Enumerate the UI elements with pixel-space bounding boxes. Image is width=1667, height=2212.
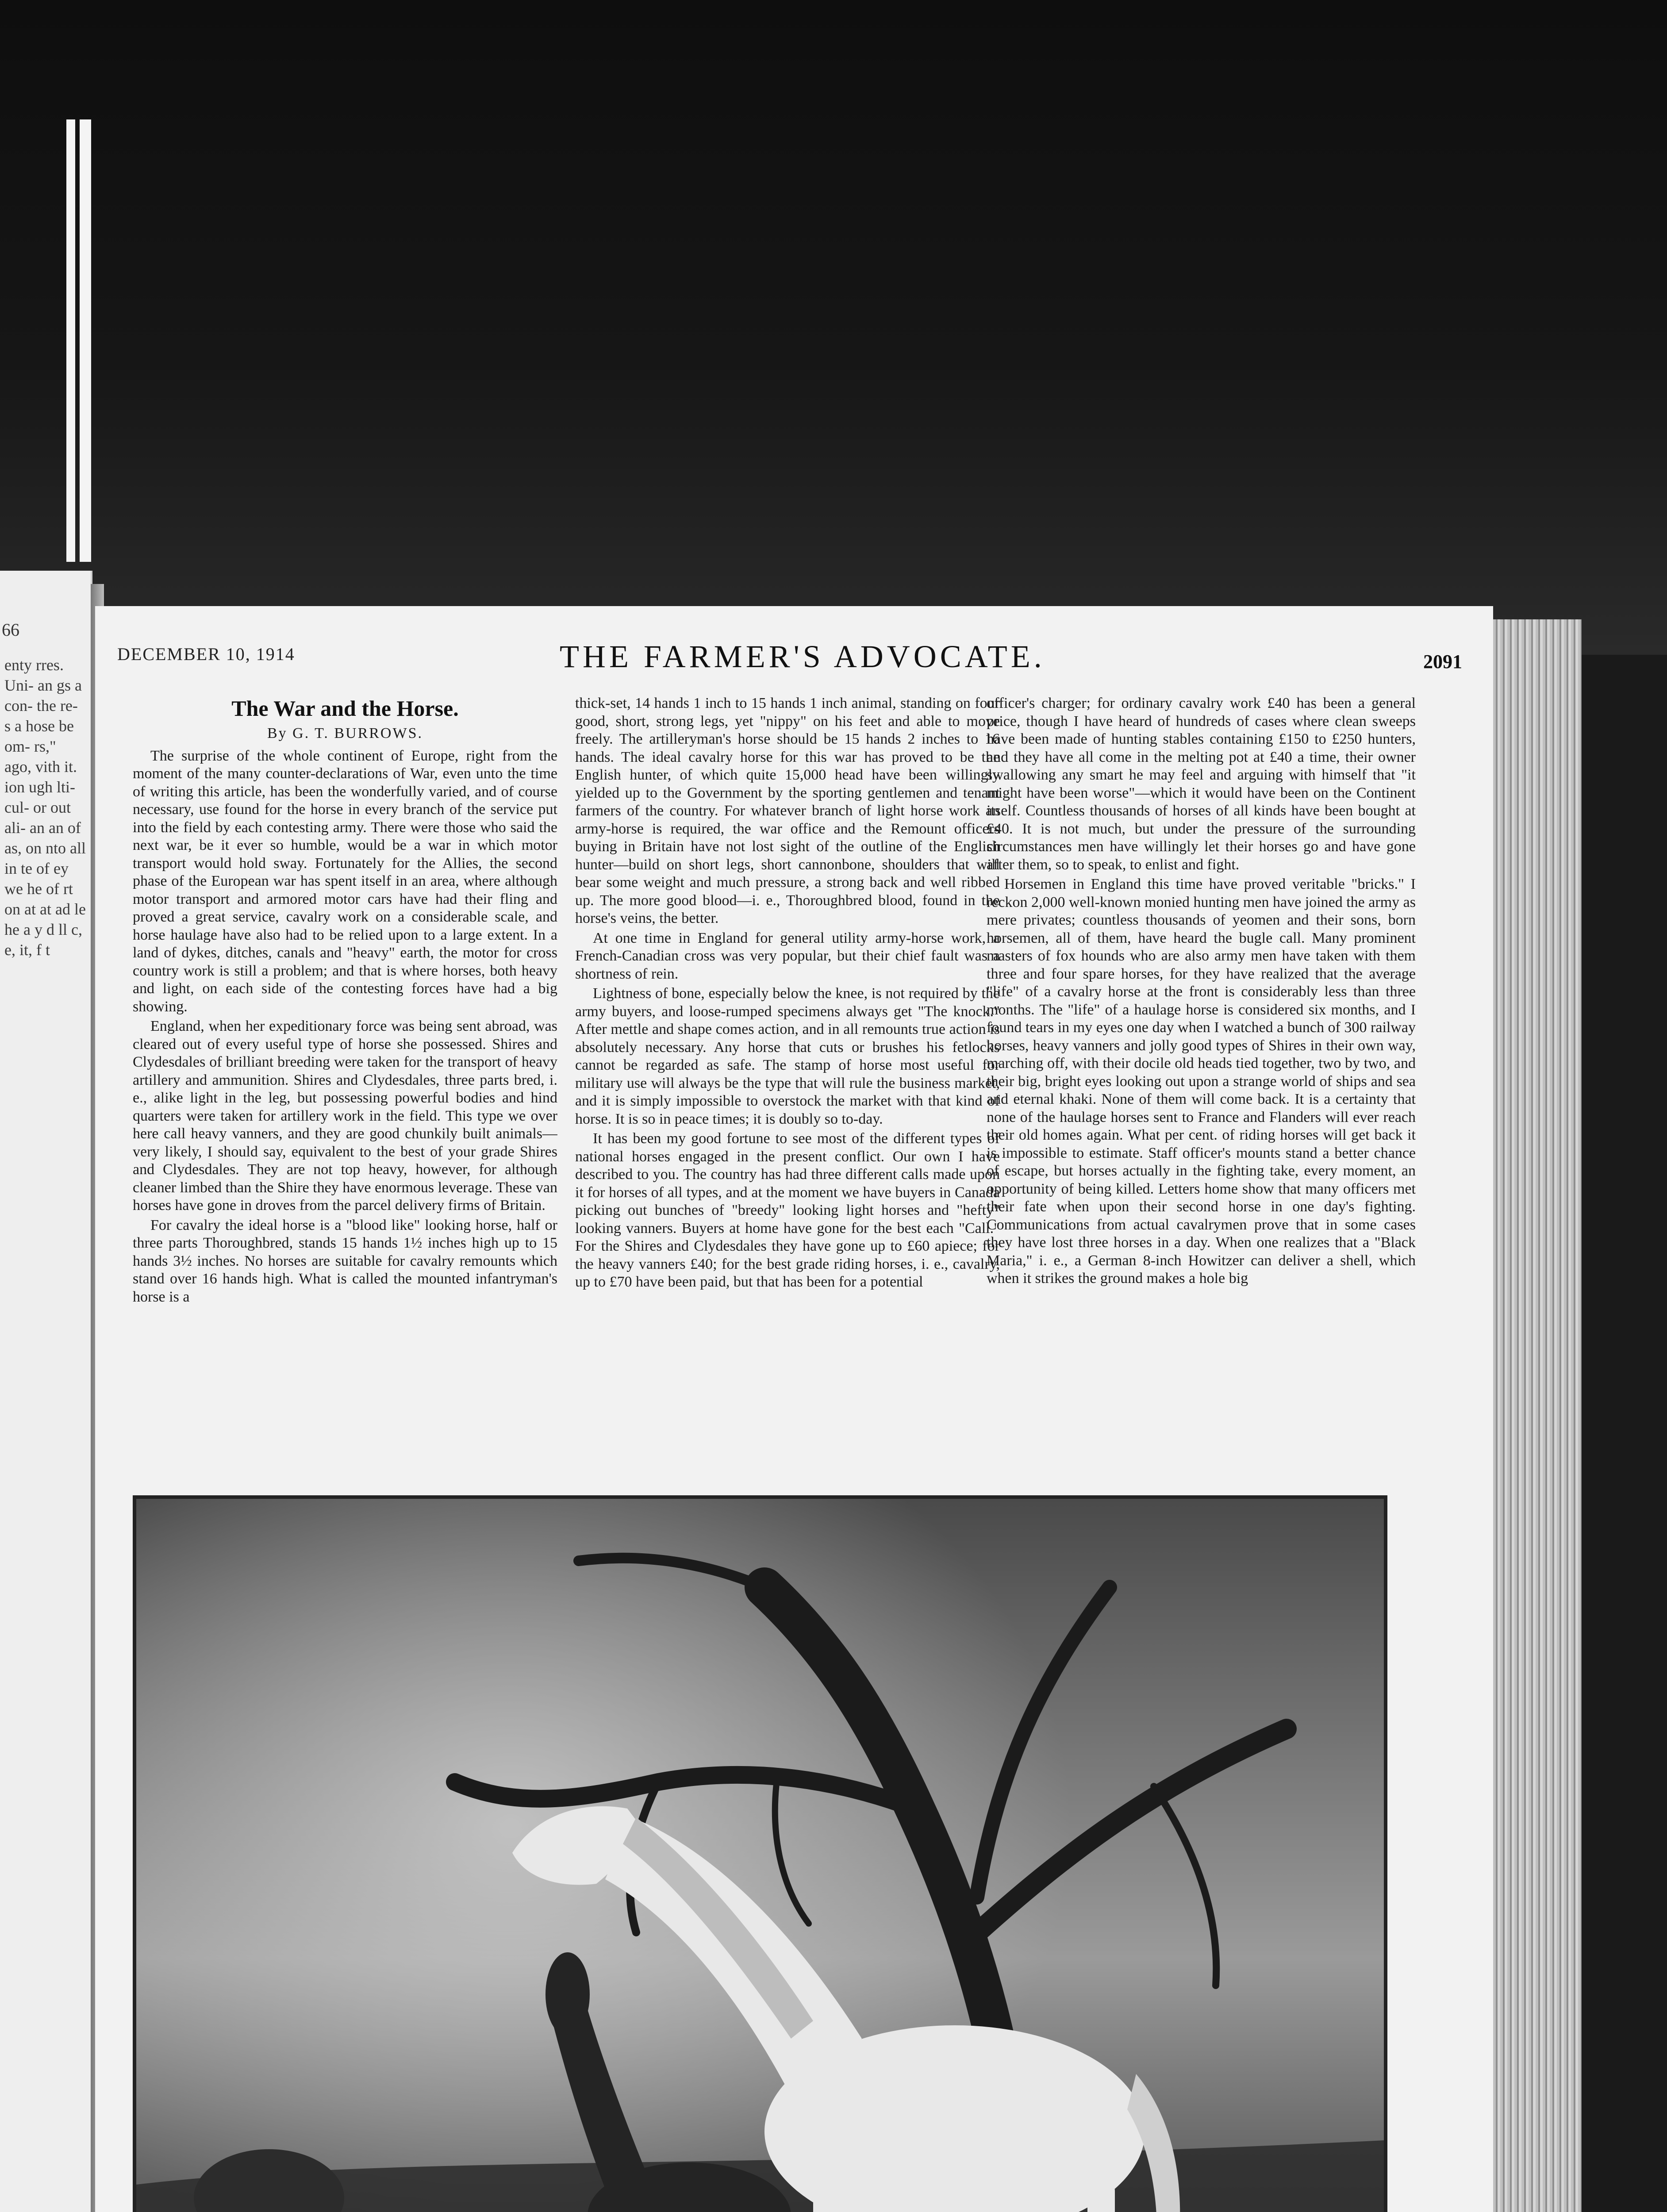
left-page-fragment <box>0 571 92 2212</box>
article-title: The War and the Horse. <box>231 696 459 721</box>
left-page-text: enty rres. Uni- an gs a con- the re- s a hose be om- rs," ago, vith it. ion ugh lti- cul- or out ali- an an of as, on nto all in te of ey we he of rt on at at ad le he a y d ll c, e, it, f t <box>4 656 86 959</box>
text-column-2 <box>575 695 1000 1451</box>
page-stack-edge <box>1493 619 1582 2212</box>
horse-painting <box>136 1499 1384 2212</box>
publication-title: THE FARMER'S ADVOCATE. <box>560 639 1045 674</box>
paragraph: thick-set, 14 hands 1 inch to 15 hands 1 inch animal, standing on four good, short, strong legs, yet "nippy" on his feet and able to move freely. The artilleryman's horse should be 15 hands 2 inches to 16 hands. The ideal cavalry horse for this war has proved to be the English hunter, of which quite 15,000 head have been willingly yielded up to the Government by the sporting gentlemen and tenant farmers of the country. For whatever branch of light horse work an army-horse is required, the war office and the Remount officers buying in Britain have not lost sight of the outline of the English hunter—build on short legs, short cannonbone, shoulders that will bear some weight and much pressure, a strong back and well ribbed up. The more good blood—i. e., Thoroughbred blood, found in the horse's veins, the better. <box>575 695 1000 926</box>
issue-date: DECEMBER 10, 1914 <box>117 644 295 664</box>
text-column-3 <box>987 695 1416 1451</box>
scanner-light-bar <box>66 119 75 562</box>
article-byline: By G. T. BURROWS. <box>267 725 423 741</box>
paragraph: Horsemen in England this time have proved veritable "bricks." I reckon 2,000 well-known monied hunting men have joined the army as mere privates; countless thousands of yeomen and their sons, born horsemen, all of them, have heard the bugle call. Many prominent masters of fox hounds who are also army men have taken with them three and four spare horses, for they have realized that the average "life" of a cavalry horse at the front is considerably less than three months. The "life" of a haulage horse is considered six months, and I found tears in my eyes one day when I watched a bunch of 300 railway horses, heavy vanners and jolly good types of Shires in their own way, marching off, with their docile old heads tied together, two by two, and their big, bright eyes looking out upon a strange world of ships and sea and eternal khaki. None of them will come back. It is a certainty that none of the haulage horses sent to France and Flanders will ever reach their old homes again. What per cent. of riding horses will get back it is impossible to estimate. Staff officer's mounts stand a better chance of escape, but horses actually in the fighting take, every moment, an opportunity of being killed. Letters home show that many officers met their fate when upon their second horse in one day's fighting. Communications from actual cavalrymen prove that in some cases they have lost three horses in a day. When one realizes that a "Black Maria," i. e., a German 8-inch Howitzer can deliver a shell, which when it strikes the ground makes a hole big <box>987 876 1416 1286</box>
paragraph: At one time in England for general utility army-horse work, a French-Canadian cross was very popular, but their chief fault was a shortness of rein. <box>575 929 1000 982</box>
paragraph: Lightness of bone, especially below the knee, is not required by the army buyers, and loose-rumped specimens always get "The knock." After mettle and shape comes action, and in all remounts true action is absolutely necessary. Any horse that cuts or brushes his fetlocks cannot be regarded as safe. The stamp of horse most useful for military use will always be the type that will rule the business market, and it is simply impossible to overstock the market with that kind of horse. It is so in peace times; it is doubly so to-day. <box>575 985 1000 1127</box>
paragraph: officer's charger; for ordinary cavalry work £40 has been a general price, though I have heard of hundreds of cases where clean sweeps have been made of hunting stables containing £150 to £250 hunters, and they have all come in the melting pot at £40 a time, their owner swallowing any smart he may feel and arguing with himself that "it might have been worse"—which it would have been on the Continent itself. Countless thousands of horses of all kinds have been bought at £40. It is not much, but under the pressure of the surrounding circumstances men have willingly let their horses go and have gone after them, so to speak, to enlist and fight. <box>987 695 1416 873</box>
paragraph: England, when her expeditionary force was being sent abroad, was cleared out of every useful type of horse she possessed. Shires and Clydesdales of brilliant breeding were taken for the transport of heavy artillery and ammunition. Shires and Clydesdales, three parts bred, i. e., alike light in the leg, but possessing powerful bodies and hind quarters were taken for artillery work in the field. This type we over here call heavy vanners, and they are good chunkily built animals—very likely, I should say, equivalent to the best of your grade Shires and Clydesdales. They are not top heavy, however, for although cleaner limbed than the Shire they have enormous leverage. These van horses have gone in droves from the parcel delivery firms of Britain. <box>133 1018 557 1214</box>
paragraph: It has been my good fortune to see most of the different types of national horses engaged in the present conflict. Our own I have described to you. The country has had three different calls made upon it for horses of all types, and at the moment we have buyers in Canada picking out bunches of "breedy" looking light horses and "hefty" looking vanners. Buyers at home have gone for the best each "Call." For the Shires and Clydesdales they have gone up to £60 apiece; for the heavy vanners £40; for the best grade riding horses, i. e., cavalry, up to £70 have been paid, but that has been for a potential <box>575 1130 1000 1290</box>
left-page-number: 66 <box>2 620 19 640</box>
illustration-spring <box>133 1495 1387 2212</box>
page-header <box>117 626 1462 688</box>
scan-background <box>0 0 1667 655</box>
paragraph: For cavalry the ideal horse is a "blood like" looking horse, half or three parts Thoroughbred, stands 15 hands 1½ inches high up to 15 hands 3½ inches. No horses are suitable for cavalry remounts which stand over 16 hands high. What is called the mounted infantryman's horse is a <box>133 1217 557 1305</box>
scanner-light-bar <box>80 119 91 562</box>
text-column-1 <box>133 695 557 1451</box>
page-number: 2091 <box>1423 651 1462 672</box>
paragraph: The surprise of the whole continent of Europe, right from the moment of the many counter-declarations of War, even unto the time of writing this article, has been the wonderfully varied, and of course necessary, use found for the horse in every branch of the service put into the field by each contesting army. There were those who said the next war, be it ever so humble, would be a war in which motor transport would hold sway. Fortunately for the Allies, the second phase of the European war has spent itself in an area, where although motor transport and armored motor cars have had their fling and proved a great service, cavalry work on a considerable scale, and horse haulage have also had to be relied upon to a large extent. In a land of dykes, ditches, canals and "heavy" earth, the motor for cross country work is still a problem; and that is where horses, both heavy and light, on each side of the contesting forces have had a big showing. <box>133 747 557 1015</box>
